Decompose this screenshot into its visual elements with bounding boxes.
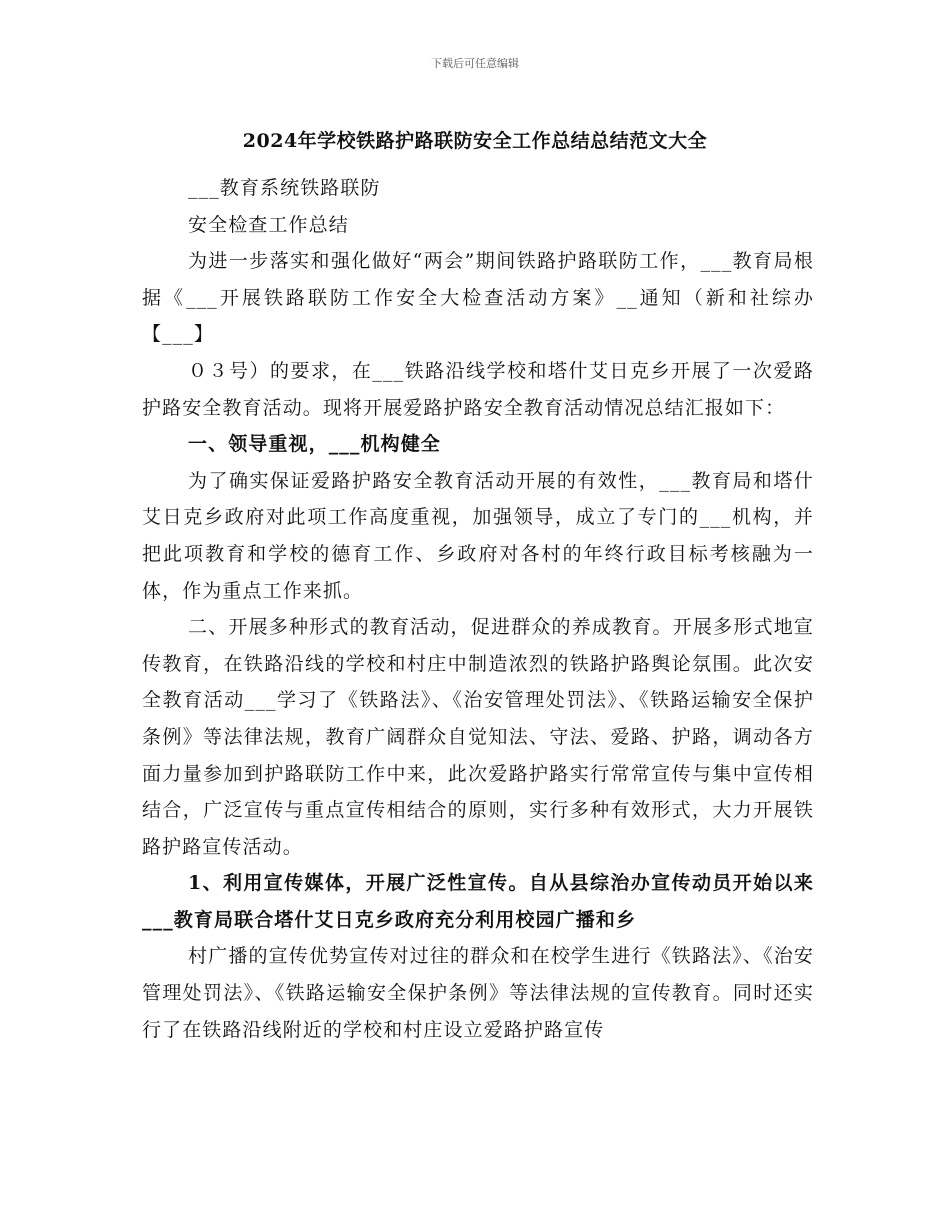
paragraph-subtitle-line: 安全检查工作总结 xyxy=(188,213,349,236)
section-heading-leadership: 一、领导重视，___机构健全 xyxy=(188,433,441,456)
paragraph-education-activities: 二、开展多种形式的教育活动，促进群众的养成教育。开展多形式地宣传教育，在铁路沿线的学校和村庄中制造浓烈的铁路护路舆论氛围。此次安全教育活动___学习了《铁路法》、《治安管理处罚法》、《铁路运输安全保护条例》等法律法规，教育广阔群众自觉知法、守法、爱路、护路，调动各方面力量参加到护路联防工作中来，此次爱路护路实行常常宣传与集中宣传相结合，广泛宣传与重点宣传相结合的原则，实行多种有效形式，大力开展铁路护路宣传活动。 xyxy=(142,616,814,858)
paragraph-media: 村广播的宣传优势宣传对过往的群众和在校学生进行《铁路法》、《治安管理处罚法》、《铁路运输安全保护条例》等法律法规的宣传教育。同时还实行了在铁路沿线附近的学校和村庄设立爱路护路宣传 xyxy=(142,945,814,1041)
document-body xyxy=(142,170,814,1048)
section-heading-media: 1、利用宣传媒体，开展广泛性宣传。自从县综治办宣传动员开始以来___教育局联合塔什艾日克乡政府充分利用校园广播和乡 xyxy=(142,872,814,931)
paragraph-leadership: 为了确实保证爱路护路安全教育活动开展的有效性，___教育局和塔什艾日克乡政府对此项工作高度重视，加强领导，成立了专门的___机构，并把此项教育和学校的德育工作、乡政府对各村的年终行政目标考核融为一体，作为重点工作来抓。 xyxy=(142,469,814,602)
paragraph-intro-continued: ０３号）的要求，在___铁路沿线学校和塔什艾日克乡开展了一次爱路护路安全教育活动。现将开展爱路护路安全教育活动情况总结汇报如下： xyxy=(142,359,814,419)
document-title: 2024年学校铁路护路联防安全工作总结总结范文大全 xyxy=(242,130,708,152)
header-note: 下载后可任意编辑 xyxy=(431,57,519,70)
paragraph-org-line: ___教育系统铁路联防 xyxy=(188,177,381,199)
paragraph-intro: 为进一步落实和强化做好“两会”期间铁路护路联防工作，___教育局根据《___开展铁路联防工作安全大检查活动方案》__通知（新和社综办【___】 xyxy=(142,250,814,346)
